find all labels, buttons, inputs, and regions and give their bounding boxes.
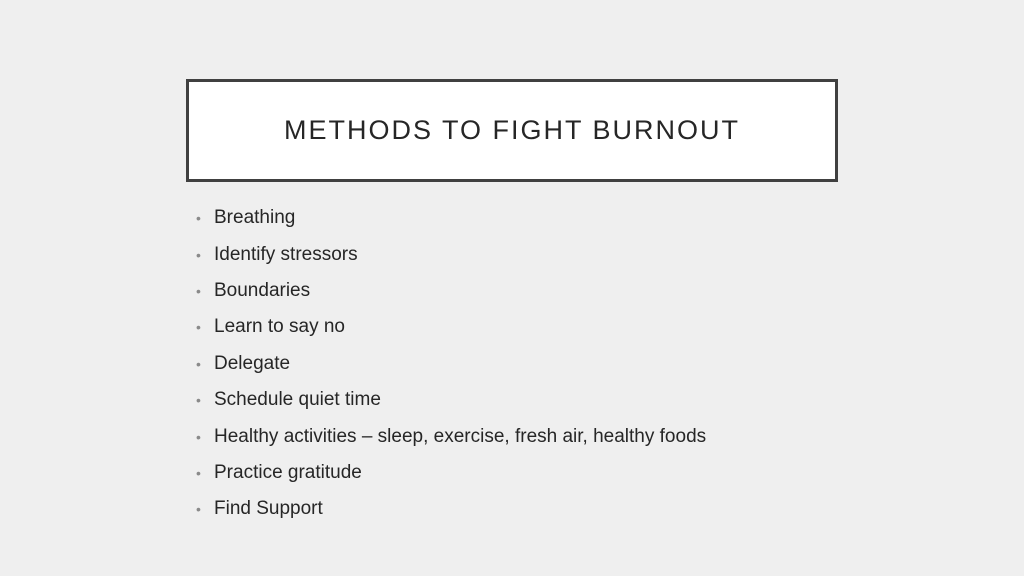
bullet-dot-icon: • [196,282,201,299]
bullet-list [196,200,706,528]
bullet-dot-icon: • [196,355,201,372]
slide-title: METHODS TO FIGHT BURNOUT [283,115,741,145]
list-item-text: Learn to say no [214,316,345,338]
bullet-dot-icon: • [196,246,201,263]
list-item [196,309,706,345]
list-item [196,491,706,527]
list-item-text: Practice gratitude [214,461,362,483]
list-item-text: Find Support [214,498,323,520]
list-item-text: Identify stressors [214,243,358,265]
list-item-text: Delegate [214,352,291,374]
list-item [196,236,706,272]
list-item [196,455,706,491]
bullet-dot-icon: • [196,464,201,481]
list-item-text: Breathing [214,207,296,229]
list-item-text: Healthy activities – sleep, exercise, fresh air, healthy foods [214,425,707,447]
list-item-text: Schedule quiet time [214,389,381,411]
bullet-dot-icon: • [196,210,201,227]
list-item [196,200,706,236]
list-item [196,273,706,309]
bullet-dot-icon: • [196,392,201,409]
list-item-text: Boundaries [214,279,311,301]
list-item [196,418,706,454]
bullet-dot-icon: • [196,319,201,336]
list-item [196,382,706,418]
bullet-dot-icon: • [196,501,201,518]
list-item [196,346,706,382]
title-box [186,79,838,182]
bullet-dot-icon: • [196,428,201,445]
